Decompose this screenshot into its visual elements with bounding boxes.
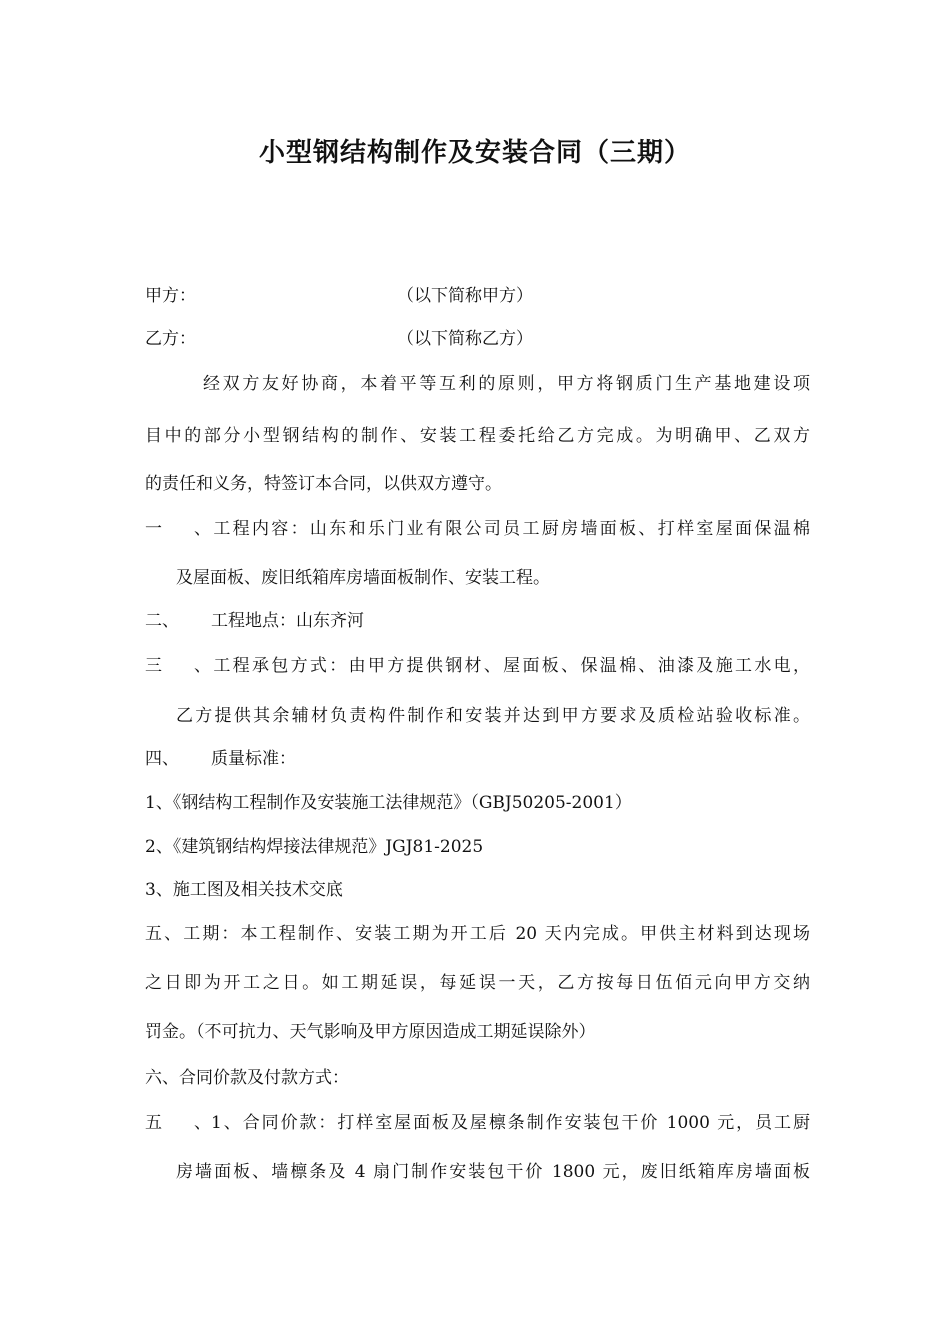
section-6-heading: 六、合同价款及付款方式： (145, 1068, 349, 1088)
quality-item-3: 3、施工图及相关技术交底 (145, 880, 343, 900)
section-3-text: 工程承包方式：由甲方提供钢材、屋面板、保温棉、油漆及施工水电， (211, 656, 810, 676)
section-6-sub-text: 1、合同价款：打样室屋面板及屋檩条制作安装包干价 1000 元，员工厨 (211, 1113, 810, 1133)
section-5-line-2: 之日即为开工之日。如工期延误，每延误一天，乙方按每日伍佰元向甲方交纳 (145, 973, 810, 993)
section-3-number: 三、 (145, 656, 211, 676)
section-2-text: 工程地点：山东齐河 (211, 611, 364, 631)
section-1-number: 一、 (145, 519, 211, 539)
section-6-sub-line-1 (145, 1111, 810, 1135)
party-a-note: （以下简称甲方） (397, 286, 533, 306)
quality-item-1: 1、《钢结构工程制作及安装施工法律规范》（GBJ50205-2001） (145, 793, 632, 813)
intro-line-1: 经双方友好协商，本着平等互利的原则，甲方将钢质门生产基地建设项 (203, 374, 810, 394)
section-4-text: 质量标准： (211, 749, 296, 769)
intro-line-3: 的责任和义务，特签订本合同，以供双方遵守。 (145, 474, 502, 494)
section-4 (145, 747, 810, 771)
section-2 (145, 609, 810, 633)
party-b-note: （以下简称乙方） (397, 329, 533, 349)
section-5-line-3: 罚金。（不可抗力、天气影响及甲方原因造成工期延误除外） (145, 1022, 596, 1042)
section-1-text: 工程内容：山东和乐门业有限公司员工厨房墙面板、打样室屋面保温棉 (211, 519, 810, 539)
quality-item-2: 2、《建筑钢结构焊接法律规范》JGJ81-2025 (145, 837, 484, 857)
section-6-sub-line-2: 房墙面板、墙檩条及 4 扇门制作安装包干价 1800 元，废旧纸箱库房墙面板 (176, 1162, 810, 1182)
section-5-line-1: 五、工期：本工程制作、安装工期为开工后 20 天内完成。甲供主材料到达现场 (145, 924, 810, 944)
section-3-line-1 (145, 654, 810, 678)
party-b-label: 乙方： (145, 329, 196, 349)
section-1-line-1 (145, 517, 810, 541)
party-a-label: 甲方： (145, 286, 196, 306)
section-3-line-2: 乙方提供其余辅材负责构件制作和安装并达到甲方要求及质检站验收标准。 (176, 706, 810, 726)
section-2-number: 二、 (145, 611, 179, 631)
section-6-sub-number: 五、 (145, 1113, 211, 1133)
section-1-line-2: 及屋面板、废旧纸箱库房墙面板制作、安装工程。 (176, 568, 550, 588)
intro-line-2: 目中的部分小型钢结构的制作、安装工程委托给乙方完成。为明确甲、乙双方 (145, 426, 810, 446)
page-title: 小型钢结构制作及安装合同（三期） (258, 138, 691, 168)
section-4-number: 四、 (145, 749, 179, 769)
